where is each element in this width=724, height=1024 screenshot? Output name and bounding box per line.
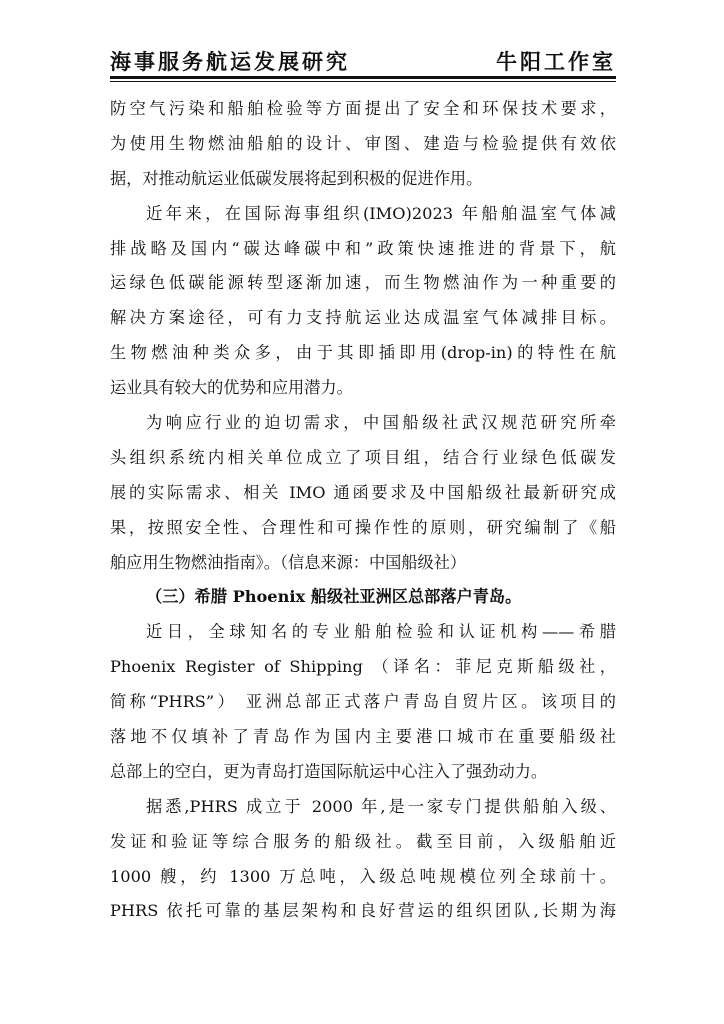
text-line: 运业具有较大的优势和应用潜力。 bbox=[110, 378, 353, 398]
text-line: 生物燃油种类众多，由于其即插即用(drop-in)的特性在航 bbox=[110, 343, 616, 363]
text-line: 舶应用生物燃油指南》。（信息来源：中国船级社） bbox=[110, 552, 467, 572]
text-line: 展的实际需求、相关 IMO 通函要求及中国船级社最新研究成 bbox=[110, 482, 616, 502]
text-line: 解决方案途径，可有力支持航运业达成温室气体减排目标。 bbox=[110, 308, 616, 328]
text-line: 为响应行业的迫切需求，中国船级社武汉规范研究所牵 bbox=[146, 413, 616, 433]
text-line: 落地不仅填补了青岛作为国内主要港口城市在重要船级社 bbox=[110, 727, 616, 747]
text-line: 据悉,PHRS 成立于 2000 年,是一家专门提供船舶入级、 bbox=[146, 796, 616, 816]
header-title-right: 牛阳工作室 bbox=[496, 50, 616, 74]
text-line: 头组织系统内相关单位成立了项目组，结合行业绿色低碳发 bbox=[110, 447, 616, 467]
text-line: PHRS 依托可靠的基层架构和良好营运的组织团队,长期为海 bbox=[110, 901, 616, 921]
section-heading: （三）希腊 Phoenix 船级社亚洲区总部落户青岛。 bbox=[146, 587, 522, 607]
text-line: Phoenix Register of Shipping （译名：菲尼克斯船级社， bbox=[110, 657, 616, 677]
body-text bbox=[110, 92, 616, 929]
page-header bbox=[110, 42, 616, 76]
text-line: 近日，全球知名的专业船舶检验和认证机构——希腊 bbox=[146, 622, 616, 642]
text-line: 发证和验证等综合服务的船级社。截至目前，入级船舶近 bbox=[110, 831, 616, 851]
text-line: 排战略及国内“碳达峰碳中和”政策快速推进的背景下，航 bbox=[110, 238, 616, 258]
text-line: 近年来，在国际海事组织(IMO)2023 年船舶温室气体减 bbox=[146, 203, 616, 223]
text-line: 总部上的空白，更为青岛打造国际航运中心注入了强劲动力。 bbox=[110, 761, 548, 781]
header-rule-thick bbox=[110, 76, 616, 79]
header-title-left: 海事服务航运发展研究 bbox=[110, 50, 350, 74]
text-line: 1000 艘，约 1300 万总吨，入级总吨规模位列全球前十。 bbox=[110, 866, 616, 886]
header-rule-thin bbox=[110, 81, 616, 82]
text-line: 简称“PHRS”） 亚洲总部正式落户青岛自贸片区。该项目的 bbox=[110, 692, 616, 712]
text-line: 防空气污染和船舶检验等方面提出了安全和环保技术要求， bbox=[110, 99, 616, 118]
text-line: 据，对推动航运业低碳发展将起到积极的促进作用。 bbox=[110, 168, 483, 188]
text-line: 运绿色低碳能源转型逐渐加速，而生物燃油作为一种重要的 bbox=[110, 273, 616, 293]
text-line: 为使用生物燃油船舶的设计、审图、建造与检验提供有效依 bbox=[110, 133, 616, 153]
text-line: 果，按照安全性、合理性和可操作性的原则，研究编制了《船 bbox=[110, 517, 616, 537]
